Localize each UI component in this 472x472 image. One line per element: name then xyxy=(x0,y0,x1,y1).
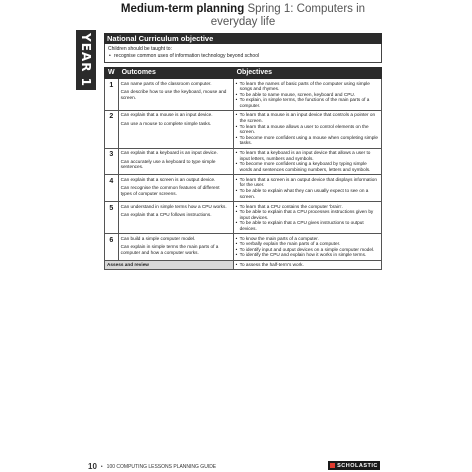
week-number: 4 xyxy=(105,175,119,202)
objective-item: • To identify input and output devices on a simple computer model. xyxy=(236,247,379,253)
week-number: 1 xyxy=(105,79,119,111)
logo-mark-icon xyxy=(330,463,335,468)
page-number: 10 xyxy=(88,462,97,471)
objective-item: • To learn that a mouse allows a user to control elements on the screen. xyxy=(236,124,379,135)
header-week: W xyxy=(105,68,119,79)
table-header-row xyxy=(105,68,382,79)
outcomes-cell xyxy=(118,234,233,261)
outcome-text: Can explain that a screen is an output device. xyxy=(120,176,216,182)
objective-item: • To become more confident using a mouse when completing simple tasks. xyxy=(236,135,379,146)
objectives-cell xyxy=(233,79,381,111)
assess-label: Assess and review xyxy=(105,260,234,270)
table-row xyxy=(105,234,382,261)
table-row xyxy=(105,175,382,202)
assess-objective xyxy=(233,260,381,270)
outcome-text: Can explain in simple terms the main parts of a computer and how a computer works. xyxy=(120,244,219,255)
outcome-text: Can name parts of the classroom computer. xyxy=(120,80,212,86)
outcome-text: Can explain that a CPU follows instructions. xyxy=(120,212,212,218)
objective-item: • To explain, in simple terms, the functions of the main parts of a computer. xyxy=(236,97,379,108)
nc-body xyxy=(104,44,382,63)
objective-item: • To be able to explain that a CPU gives instructions to output devices. xyxy=(236,220,379,231)
outcomes-cell xyxy=(118,175,233,202)
outcome-text: Can explain that a keyboard is an input device. xyxy=(120,150,218,156)
nc-intro: Children should be taught to: xyxy=(108,46,172,52)
publisher-name: SCHOLASTIC xyxy=(337,462,378,469)
outcome-text: Can accurately use a keyboard to type simple sentences. xyxy=(120,158,216,170)
objective-item: • To be able to explain what they can usually expect to see on a screen. xyxy=(236,188,379,199)
table-row xyxy=(105,202,382,234)
objective-item: • To learn the names of basic parts of the computer using simple songs and rhymes. xyxy=(236,81,379,92)
objective-item: • To verbally explain the main parts of a computer. xyxy=(236,241,379,247)
outcomes-cell xyxy=(118,79,233,111)
outcome-text: Can explain that a mouse is an input device. xyxy=(120,112,213,118)
planning-table xyxy=(104,67,382,270)
objectives-cell xyxy=(233,148,381,175)
book-title: 100 COMPUTING LESSONS PLANNING GUIDE xyxy=(106,463,217,470)
objective-item: • To identify the CPU and explain how it works in simple terms. xyxy=(236,252,379,258)
outcome-text: Can recognise the common features of different types of computer screens. xyxy=(120,185,220,196)
objective-item: • To learn that a CPU contains the computer 'brain'. xyxy=(236,204,379,210)
outcomes-cell xyxy=(118,148,233,175)
outcome-text: Can describe how to use the keyboard, mouse and screen. xyxy=(120,89,227,100)
footer xyxy=(88,462,216,471)
table-row xyxy=(105,110,382,148)
objectives-cell xyxy=(233,202,381,234)
table-body xyxy=(105,79,382,261)
objective-item: • To be able to name mouse, screen, keyboard and CPU. xyxy=(236,92,379,98)
publisher-logo xyxy=(328,461,380,470)
objectives-cell xyxy=(233,110,381,148)
objectives-cell xyxy=(233,234,381,261)
week-number: 2 xyxy=(105,110,119,148)
year-tab xyxy=(76,30,96,90)
objective-item: • To learn that a mouse is an input device that controls a pointer on the screen. xyxy=(236,112,379,123)
objective-item: • To learn that a screen is an output device that displays information for the user. xyxy=(236,177,379,188)
week-number: 6 xyxy=(105,234,119,261)
outcomes-cell xyxy=(118,110,233,148)
assess-row xyxy=(105,260,382,270)
objective-item: • To know the main parts of a computer. xyxy=(236,236,379,242)
nc-header: National Curriculum objective xyxy=(104,33,382,44)
outcome-text: Can use a mouse to complete simple tasks. xyxy=(120,121,212,127)
table-row xyxy=(105,148,382,175)
outcomes-cell xyxy=(118,202,233,234)
week-number: 3 xyxy=(105,148,119,175)
year-tab-label: YEAR 1 xyxy=(79,33,94,87)
objective-item: • To learn that a keyboard is an input device that allows a user to input letters, numbers and symbols. xyxy=(236,150,379,161)
objectives-cell xyxy=(233,175,381,202)
assess-objective-item: • To assess the half-term's work. xyxy=(236,262,379,268)
title-sub: Spring 1: Computers in everyday life xyxy=(210,3,366,28)
objective-item: • To be able to explain that a CPU processes instructions given by input devices. xyxy=(236,209,379,220)
footer-separator: • xyxy=(100,463,103,470)
header-outcomes: Outcomes xyxy=(118,68,233,79)
outcome-text: Can understand in simple terms how a CPU works. xyxy=(120,203,227,209)
outcome-text: Can build a simple computer model. xyxy=(120,235,196,241)
table-row xyxy=(105,79,382,111)
header-objectives: Objectives xyxy=(233,68,381,79)
objective-item: • To become more confident using a keyboard by typing simple words and sentences combining numbers, letters and symbols. xyxy=(236,161,379,172)
title-main: Medium-term planning xyxy=(120,3,245,15)
week-number: 5 xyxy=(105,202,119,234)
page-title xyxy=(104,3,382,29)
nc-bullet: • recognise common uses of information technology beyond school xyxy=(108,53,378,60)
